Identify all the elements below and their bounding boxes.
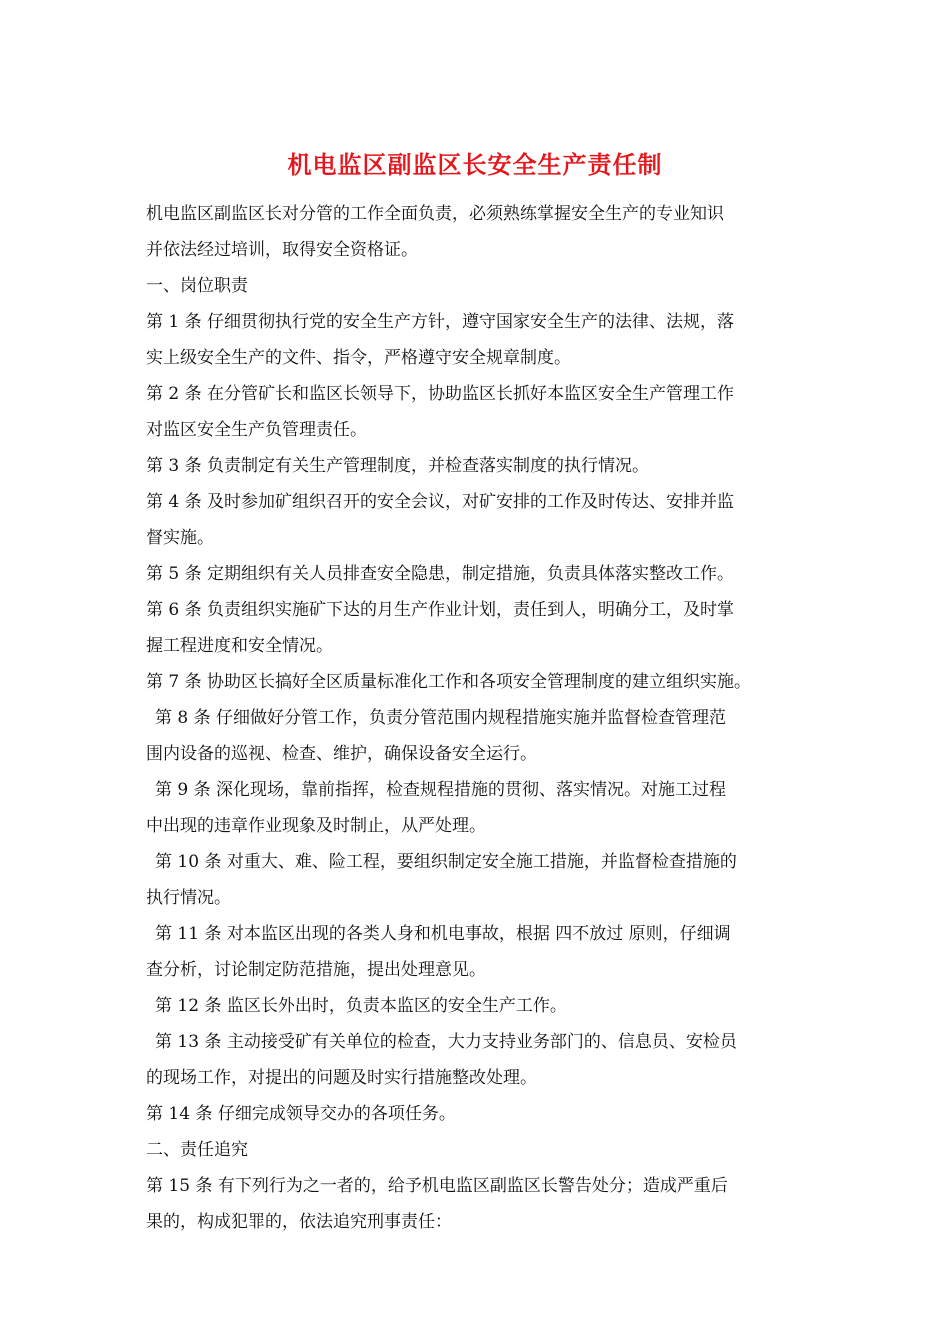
article-line: 第 11 条 对本监区出现的各类人身和机电事故，根据 四不放过 原则，仔细调	[155, 924, 731, 944]
article-line: 第 15 条 有下列行为之一者的，给予机电监区副监区长警告处分；造成严重后	[146, 1176, 728, 1196]
body-line: 并依法经过培训，取得安全资格证。	[146, 240, 418, 260]
body-line: 机电监区副监区长对分管的工作全面负责，必须熟练掌握安全生产的专业知识	[146, 204, 724, 224]
article-line: 第 4 条 及时参加矿组织召开的安全会议，对矿安排的工作及时传达、安排并监	[146, 492, 735, 512]
article-line: 中出现的违章作业现象及时制止，从严处理。	[146, 816, 486, 836]
document-body	[146, 196, 816, 1240]
article-line: 执行情况。	[146, 888, 231, 908]
article-line: 第 8 条 仔细做好分管工作，负责分管范围内规程措施实施并监督检查管理范	[155, 708, 727, 728]
article-line: 围内设备的巡视、检查、维护，确保设备安全运行。	[146, 744, 537, 764]
article-line: 督实施。	[146, 528, 214, 548]
article-line: 第 1 条 仔细贯彻执行党的安全生产方针，遵守国家安全生产的法律、法规，落	[146, 312, 735, 332]
article-line: 第 7 条 协助区长搞好全区质量标准化工作和各项安全管理制度的建立组织实施。	[146, 672, 752, 692]
article-line: 对监区安全生产负管理责任。	[146, 420, 367, 440]
article-line: 第 2 条 在分管矿长和监区长领导下，协助监区长抓好本监区安全生产管理工作	[146, 384, 735, 404]
article-line: 的现场工作，对提出的问题及时实行措施整改处理。	[146, 1068, 537, 1088]
section-heading: 二、责任追究	[146, 1140, 248, 1160]
article-line: 第 12 条 监区长外出时，负责本监区的安全生产工作。	[155, 996, 567, 1016]
document-title: 机电监区副监区长安全生产责任制	[287, 150, 663, 179]
article-line: 第 6 条 负责组织实施矿下达的月生产作业计划，责任到人，明确分工，及时掌	[146, 600, 735, 620]
article-line: 第 10 条 对重大、难、险工程，要组织制定安全施工措施，并监督检查措施的	[155, 852, 737, 872]
article-line: 第 14 条 仔细完成领导交办的各项任务。	[146, 1104, 456, 1124]
article-line: 第 13 条 主动接受矿有关单位的检查，大力支持业务部门的、信息员、安检员	[155, 1032, 737, 1052]
section-heading: 一、岗位职责	[146, 276, 248, 296]
article-line: 第 9 条 深化现场，靠前指挥，检查规程措施的贯彻、落实情况。对施工过程	[155, 780, 727, 800]
article-line: 握工程进度和安全情况。	[146, 636, 333, 656]
article-line: 实上级安全生产的文件、指令，严格遵守安全规章制度。	[146, 348, 571, 368]
article-line: 果的，构成犯罪的，依法追究刑事责任：	[146, 1212, 452, 1232]
article-line: 查分析，讨论制定防范措施，提出处理意见。	[146, 960, 486, 980]
article-line: 第 3 条 负责制定有关生产管理制度，并检查落实制度的执行情况。	[146, 456, 650, 476]
article-line: 第 5 条 定期组织有关人员排查安全隐患，制定措施，负责具体落实整改工作。	[146, 564, 735, 584]
